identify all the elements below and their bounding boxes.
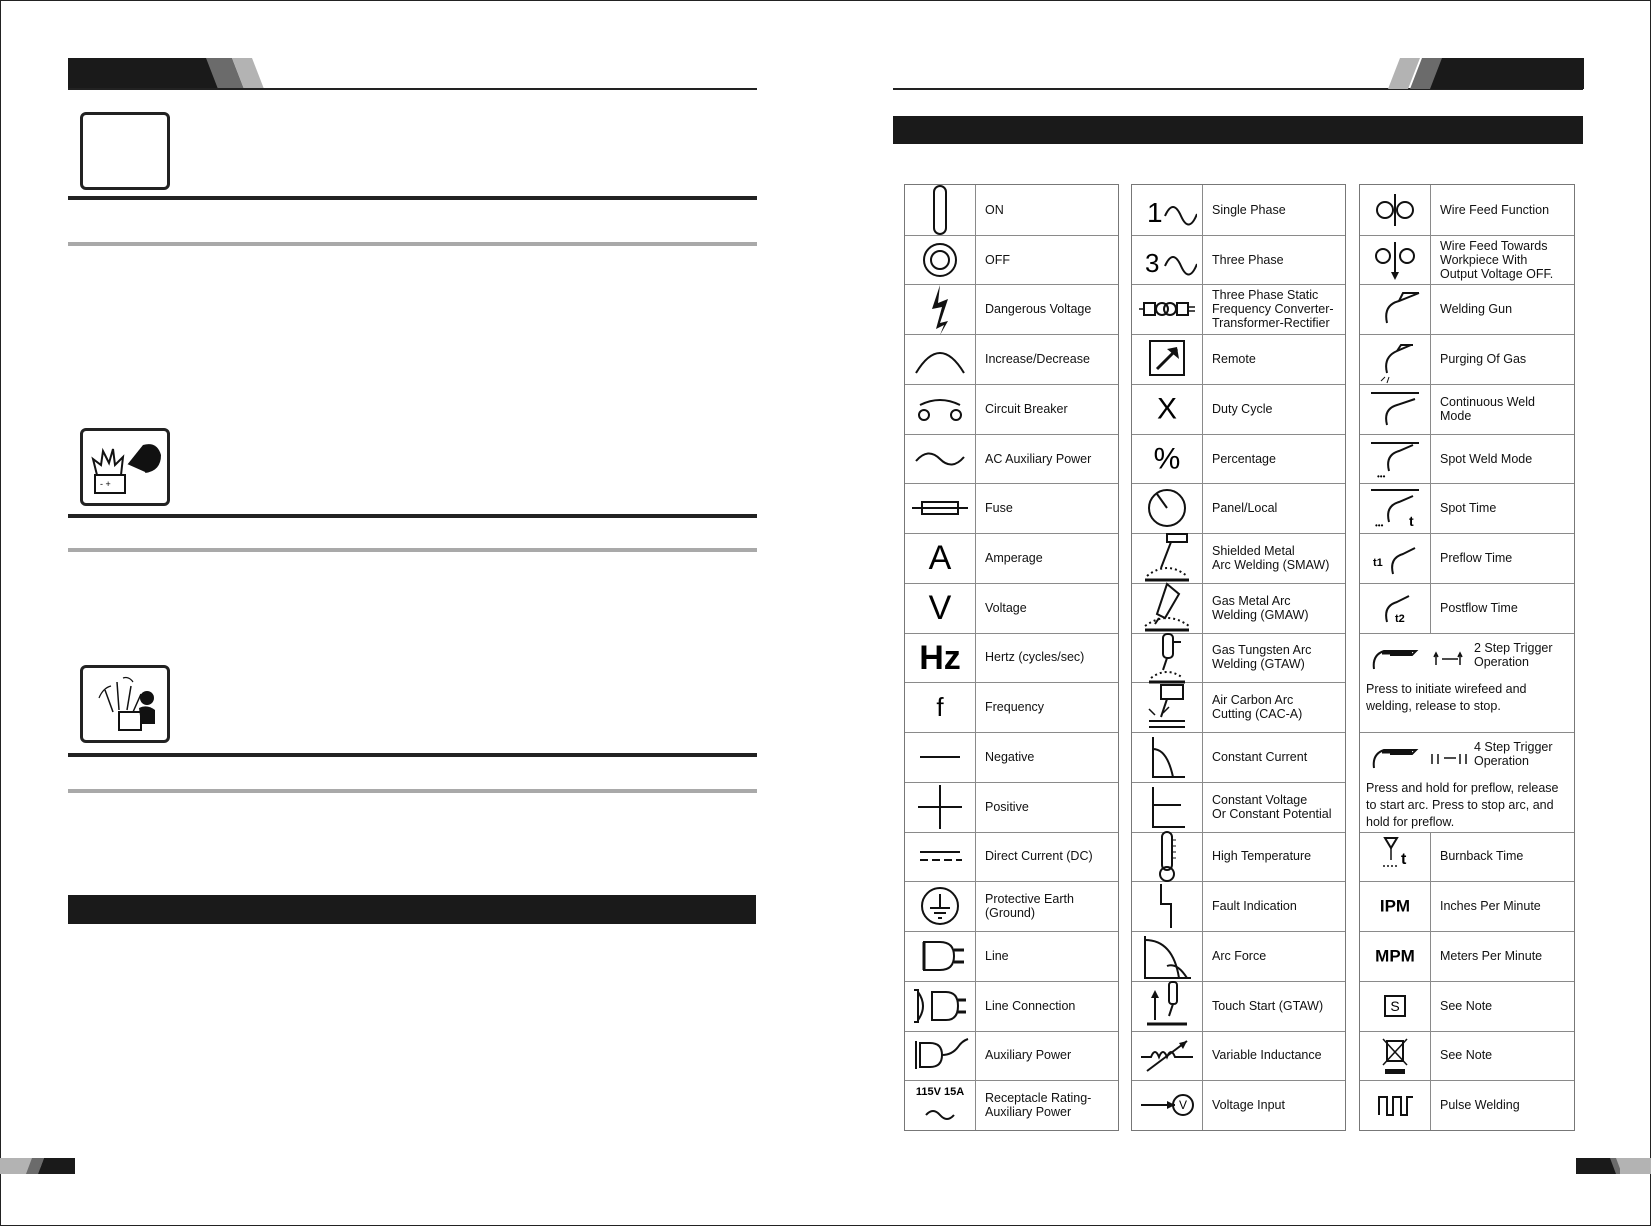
svg-text:•••: ••• xyxy=(1375,521,1384,531)
symbol-label: High Temperature xyxy=(1212,849,1312,864)
symbol-label: Variable Inductance xyxy=(1212,1048,1322,1063)
symbol-label: Fuse xyxy=(985,501,1013,516)
symbol-row xyxy=(905,732,1118,783)
right-header-stripes xyxy=(1378,58,1468,89)
symbol-row xyxy=(1360,931,1574,982)
symbol-row xyxy=(1360,981,1574,1032)
single-phase-icon xyxy=(1132,185,1203,235)
svg-text:•••: ••• xyxy=(1377,471,1386,481)
symbol-row xyxy=(1132,981,1345,1032)
symbol-label: Voltage xyxy=(985,600,1027,615)
purging-gas-icon xyxy=(1360,334,1431,384)
four-step-trigger-block xyxy=(1360,732,1574,832)
section-rule-1 xyxy=(68,196,757,200)
symbol-label: Continuous Weld Mode xyxy=(1440,394,1535,423)
pulse-welding-icon xyxy=(1360,1080,1431,1130)
symbol-label: Line xyxy=(985,948,1009,963)
svg-text:A: A xyxy=(928,539,952,578)
symbol-row xyxy=(905,682,1118,733)
four-step-trigger-icon xyxy=(1368,738,1478,777)
symbol-row xyxy=(905,284,1118,335)
arc-force-icon xyxy=(1132,931,1203,981)
symbol-row xyxy=(1132,1080,1345,1130)
symbol-label: Inches Per Minute xyxy=(1440,899,1541,914)
symbol-row xyxy=(905,583,1118,634)
protective-earth-icon xyxy=(905,881,976,931)
gtaw-icon xyxy=(1132,633,1203,683)
constant-voltage-icon xyxy=(1132,782,1203,832)
svg-text:3: 3 xyxy=(1145,247,1160,278)
symbol-label: Protective Earth (Ground) xyxy=(985,892,1074,921)
trigger-description: Press and hold for preflow, release to start arc. Press to stop arc, and hold for preflow. xyxy=(1366,781,1559,830)
symbol-label: AC Auxiliary Power xyxy=(985,451,1092,466)
symbol-row xyxy=(905,881,1118,932)
left-header-rule xyxy=(68,88,757,90)
svg-text:IPM: IPM xyxy=(1379,896,1411,916)
symbol-row xyxy=(1132,832,1345,883)
voltage-icon xyxy=(905,583,976,633)
symbol-row xyxy=(905,782,1118,833)
svg-text:V: V xyxy=(928,588,952,627)
trigger-title: 2 Step Trigger Operation xyxy=(1474,640,1553,669)
symbol-label: Air Carbon Arc Cutting (CAC-A) xyxy=(1212,693,1303,722)
svg-text:1: 1 xyxy=(1147,196,1163,228)
symbol-label: Spot Time xyxy=(1440,501,1497,516)
symbol-row xyxy=(1132,1031,1345,1082)
constant-current-icon xyxy=(1132,732,1203,782)
section-rule-3 xyxy=(68,753,757,757)
positive-icon xyxy=(905,782,976,832)
preflow-time-icon xyxy=(1360,533,1431,583)
symbol-label: Constant Current xyxy=(1212,749,1308,764)
svg-text:t2: t2 xyxy=(1395,612,1405,625)
symbol-label: Preflow Time xyxy=(1440,551,1513,566)
symbol-row xyxy=(1132,235,1345,286)
line-plug-icon xyxy=(905,931,976,981)
amperage-icon xyxy=(905,533,976,583)
section-rule-2 xyxy=(68,514,757,518)
symbol-row xyxy=(1360,1080,1574,1130)
postflow-time-icon xyxy=(1360,583,1431,633)
symbol-row xyxy=(1132,284,1345,335)
svg-text:- +: - + xyxy=(100,479,111,489)
symbol-label: Dangerous Voltage xyxy=(985,302,1092,317)
symbol-row xyxy=(1360,334,1574,385)
symbol-label: Single Phase xyxy=(1212,202,1286,217)
section-grey-rule-3 xyxy=(68,789,757,793)
symbol-table-2 xyxy=(1131,184,1346,1131)
symbol-label: Positive xyxy=(985,799,1029,814)
ac-auxiliary-icon xyxy=(905,434,976,484)
burnback-time-icon xyxy=(1360,832,1431,882)
symbol-label: See Note xyxy=(1440,1048,1493,1063)
panel-local-icon xyxy=(1132,483,1203,533)
wire-feed-icon xyxy=(1360,185,1431,235)
two-step-trigger-icon xyxy=(1368,639,1478,678)
symbol-row xyxy=(1132,334,1345,385)
symbol-label: Touch Start (GTAW) xyxy=(1212,998,1324,1013)
warning-box-blank xyxy=(80,112,170,190)
symbol-row xyxy=(1360,533,1574,584)
symbol-label: Auxiliary Power xyxy=(985,1048,1072,1063)
svg-text:S: S xyxy=(1390,997,1400,1014)
wire-feed-towards-icon xyxy=(1360,235,1431,285)
symbol-label: Percentage xyxy=(1212,451,1276,466)
receptacle-rating-icon xyxy=(905,1080,976,1130)
voltage-input-icon xyxy=(1132,1080,1203,1130)
see-note-s-icon xyxy=(1360,981,1431,1031)
symbol-label: Wire Feed Towards Workpiece With Output Voltage OFF. xyxy=(1440,238,1554,281)
welding-gun-icon xyxy=(1360,284,1431,334)
symbol-row xyxy=(905,1031,1118,1082)
symbol-label: Wire Feed Function xyxy=(1440,202,1550,217)
touch-start-icon xyxy=(1132,981,1203,1031)
symbol-label: Receptacle Rating- Auxiliary Power xyxy=(985,1091,1092,1120)
symbol-row xyxy=(1132,732,1345,783)
dangerous-voltage-icon xyxy=(905,284,976,334)
right-header-bar xyxy=(1466,58,1584,89)
symbol-label: See Note xyxy=(1440,998,1493,1013)
symbol-label: Amperage xyxy=(985,551,1043,566)
symbol-row xyxy=(905,981,1118,1032)
duty-cycle-icon xyxy=(1132,384,1203,434)
svg-text:115V 15A: 115V 15A xyxy=(915,1086,965,1099)
frequency-icon xyxy=(905,682,976,732)
symbol-row xyxy=(1360,832,1574,883)
section-grey-rule-2 xyxy=(68,548,757,552)
symbol-row xyxy=(905,235,1118,286)
electric-shock-icon xyxy=(80,665,170,743)
battery-explosion-icon xyxy=(80,428,170,506)
circuit-breaker-icon xyxy=(905,384,976,434)
symbol-label: Purging Of Gas xyxy=(1440,352,1527,367)
spot-weld-icon xyxy=(1360,434,1431,484)
symbol-label: Meters Per Minute xyxy=(1440,948,1543,963)
symbol-label: Panel/Local xyxy=(1212,501,1278,516)
symbol-label: Duty Cycle xyxy=(1212,401,1273,416)
left-footer-tab xyxy=(0,1158,75,1174)
symbol-label: Direct Current (DC) xyxy=(985,849,1093,864)
section-grey-rule-1 xyxy=(68,242,757,246)
spot-time-icon xyxy=(1360,483,1431,533)
symbol-label: Circuit Breaker xyxy=(985,401,1068,416)
symbol-label: Increase/Decrease xyxy=(985,352,1090,367)
symbol-row xyxy=(1360,384,1574,435)
off-switch-icon xyxy=(905,235,976,285)
symbol-label: Postflow Time xyxy=(1440,600,1518,615)
mpm-icon xyxy=(1360,931,1431,981)
direct-current-icon xyxy=(905,832,976,882)
symbol-row xyxy=(1360,583,1574,634)
symbol-row xyxy=(1132,682,1345,733)
negative-icon xyxy=(905,732,976,782)
symbol-row xyxy=(1132,881,1345,932)
line-connection-icon xyxy=(905,981,976,1031)
three-phase-icon xyxy=(1132,235,1203,285)
symbol-row xyxy=(905,434,1118,485)
symbol-row xyxy=(905,185,1118,236)
symbol-label: Pulse Welding xyxy=(1440,1098,1520,1113)
symbol-label: Voltage Input xyxy=(1212,1098,1285,1113)
auxiliary-power-icon xyxy=(905,1031,976,1081)
symbol-row xyxy=(905,533,1118,584)
symbol-label: Frequency xyxy=(985,700,1045,715)
symbol-label: OFF xyxy=(985,252,1010,267)
svg-text:X: X xyxy=(1156,392,1178,426)
symbol-row xyxy=(1360,1031,1574,1082)
symbol-row xyxy=(1132,384,1345,435)
left-header-stripes xyxy=(190,58,280,89)
symbol-label: Spot Weld Mode xyxy=(1440,451,1533,466)
svg-text:f: f xyxy=(936,692,944,723)
symbol-row xyxy=(1360,284,1574,335)
symbol-row xyxy=(905,1080,1118,1130)
symbol-label: Line Connection xyxy=(985,998,1076,1013)
smaw-icon xyxy=(1132,533,1203,583)
symbol-row xyxy=(1132,483,1345,534)
symbol-row xyxy=(1132,583,1345,634)
symbol-label: Negative xyxy=(985,749,1035,764)
continuous-weld-icon xyxy=(1360,384,1431,434)
variable-inductance-icon xyxy=(1132,1031,1203,1081)
symbol-row xyxy=(905,334,1118,385)
trigger-description: Press to initiate wirefeed and welding, release to stop. xyxy=(1366,681,1527,713)
symbol-row xyxy=(905,832,1118,883)
left-header-bar xyxy=(68,58,208,89)
symbol-row xyxy=(905,633,1118,684)
symbol-row xyxy=(1360,434,1574,485)
two-step-trigger-block xyxy=(1360,633,1574,733)
symbol-table-3 xyxy=(1359,184,1575,1131)
svg-text:Hz: Hz xyxy=(919,638,961,677)
symbol-row xyxy=(1360,185,1574,236)
symbol-row xyxy=(1132,533,1345,584)
right-footer-tab xyxy=(1576,1158,1651,1174)
symbol-row xyxy=(1132,782,1345,833)
symbol-row xyxy=(905,483,1118,534)
static-converter-icon xyxy=(1132,284,1203,334)
symbol-table-1 xyxy=(904,184,1119,1131)
symbol-label: Hertz (cycles/sec) xyxy=(985,650,1085,665)
svg-text:MPM: MPM xyxy=(1375,946,1415,966)
symbol-label: Gas Metal Arc Welding (GMAW) xyxy=(1212,593,1309,622)
svg-text:t: t xyxy=(1401,851,1407,869)
symbol-row xyxy=(905,384,1118,435)
svg-text:t1: t1 xyxy=(1373,557,1383,570)
symbol-row xyxy=(1132,931,1345,982)
symbol-label: Three Phase Static Frequency Converter- Transformer-Rectifier xyxy=(1212,288,1334,331)
svg-text:V: V xyxy=(1178,1098,1188,1113)
on-switch-icon xyxy=(905,185,976,235)
see-note-bin-icon xyxy=(1360,1031,1431,1081)
symbol-row xyxy=(1360,881,1574,932)
gmaw-icon xyxy=(1132,583,1203,633)
high-temperature-icon xyxy=(1132,832,1203,882)
symbol-row xyxy=(1132,633,1345,684)
symbol-label: Three Phase xyxy=(1212,252,1284,267)
fault-indication-icon xyxy=(1132,881,1203,931)
right-section-header-bar xyxy=(893,116,1583,144)
symbol-label: Remote xyxy=(1212,352,1256,367)
cac-a-icon xyxy=(1132,682,1203,732)
left-section-header-bar xyxy=(68,895,756,924)
symbol-label: Constant Voltage Or Constant Potential xyxy=(1212,792,1332,821)
remote-icon xyxy=(1132,334,1203,384)
symbol-label: Shielded Metal Arc Welding (SMAW) xyxy=(1212,544,1330,573)
symbol-row xyxy=(1132,434,1345,485)
symbol-row xyxy=(1360,235,1574,286)
percentage-icon xyxy=(1132,434,1203,484)
symbol-label: Arc Force xyxy=(1212,948,1267,963)
ipm-icon xyxy=(1360,881,1431,931)
hertz-icon xyxy=(905,633,976,683)
trigger-title: 4 Step Trigger Operation xyxy=(1474,740,1553,769)
symbol-row xyxy=(1132,185,1345,236)
svg-text:%: % xyxy=(1153,442,1181,476)
symbol-label: Gas Tungsten Arc Welding (GTAW) xyxy=(1212,643,1312,672)
fuse-icon xyxy=(905,483,976,533)
increase-decrease-icon xyxy=(905,334,976,384)
symbol-label: Welding Gun xyxy=(1440,302,1513,317)
svg-text:t: t xyxy=(1409,513,1414,530)
symbol-row xyxy=(905,931,1118,982)
symbol-label: Fault Indication xyxy=(1212,899,1297,914)
symbol-row xyxy=(1360,483,1574,534)
symbol-label: ON xyxy=(985,202,1004,217)
symbol-label: Burnback Time xyxy=(1440,849,1524,864)
